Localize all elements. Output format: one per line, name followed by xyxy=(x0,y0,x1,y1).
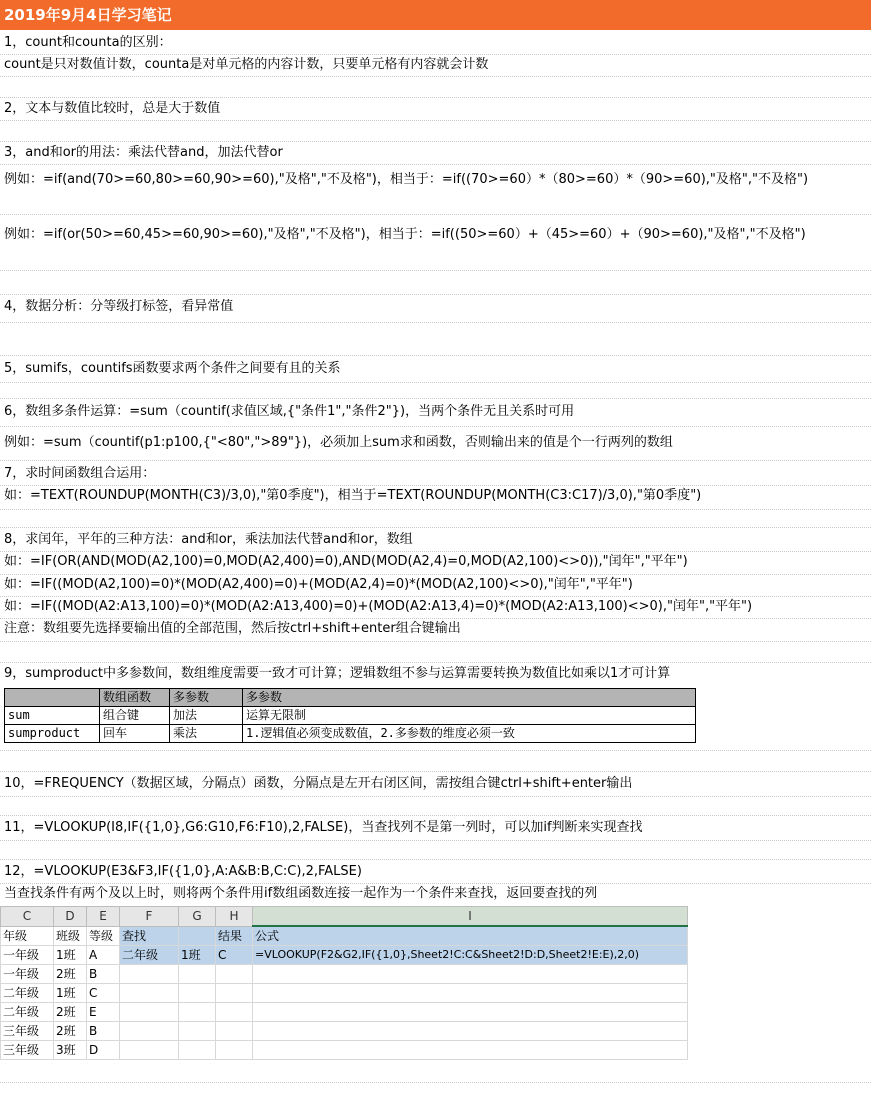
table-cell: 加法 xyxy=(170,707,243,725)
row-divider xyxy=(0,796,871,797)
grid-cell[interactable]: 等级 xyxy=(87,926,120,946)
row-divider xyxy=(0,750,871,751)
grid-cell[interactable] xyxy=(216,965,253,984)
note-line: 6，数组多条件运算：=sum（countif(求值区域,{"条件1","条件2"})，当两个条件无且关系时可用 xyxy=(4,404,575,419)
table-row xyxy=(1,926,688,946)
table-row xyxy=(1,946,688,965)
table-cell: sumproduct xyxy=(5,725,100,743)
note-line: count是只对数值计数，counta是对单元格的内容计数，只要单元格有内容就会计数 xyxy=(4,57,489,72)
row-divider xyxy=(0,76,871,77)
note-line: 8，求闰年，平年的三种方法：and和or，乘法加法代替and和or，数组 xyxy=(4,532,413,547)
row-divider xyxy=(0,1082,871,1083)
grid-cell[interactable]: 查找 xyxy=(120,926,179,946)
comparison-table xyxy=(4,688,696,743)
grid-cell[interactable]: 一年级 xyxy=(1,946,54,965)
grid-cell[interactable] xyxy=(179,1003,216,1022)
grid-cell[interactable]: 2班 xyxy=(54,1003,87,1022)
note-line: 12，=VLOOKUP(E3&F3,IF({1,0},A:A&B:B,C:C),2,FALSE) xyxy=(4,864,362,879)
row-divider xyxy=(0,662,871,663)
grid-cell[interactable]: 结果 xyxy=(216,926,253,946)
grid-cell[interactable]: 2班 xyxy=(54,1022,87,1041)
page-title: 2019年9月4日学习笔记 xyxy=(0,0,871,30)
grid-cell[interactable]: 1班 xyxy=(54,946,87,965)
note-line: 如：=IF((MOD(A2,100)=0)*(MOD(A2,400)=0)+(MOD(A2,4)=0)*(MOD(A2,100)<>0),"闰年","平年") xyxy=(4,577,633,592)
row-divider xyxy=(0,141,871,142)
row-divider xyxy=(0,355,871,356)
grid-cell[interactable]: 一年级 xyxy=(1,965,54,984)
grid-cell[interactable] xyxy=(120,1003,179,1022)
grid-cell[interactable] xyxy=(216,1022,253,1041)
table-header-cell xyxy=(5,689,100,707)
formula-cell[interactable]: =VLOOKUP(F2&G2,IF({1,0},Sheet2!C:C&Sheet2!D:D,Sheet2!E:E),2,0) xyxy=(253,946,688,965)
grid-cell[interactable]: 3班 xyxy=(54,1041,87,1060)
row-divider xyxy=(0,294,871,295)
row-divider xyxy=(0,509,871,510)
table-cell: 组合键 xyxy=(100,707,170,725)
grid-cell[interactable]: A xyxy=(87,946,120,965)
grid-cell[interactable] xyxy=(179,1041,216,1060)
grid-cell[interactable]: D xyxy=(87,1041,120,1060)
grid-cell[interactable]: E xyxy=(87,1003,120,1022)
grid-cell[interactable]: 二年级 xyxy=(120,946,179,965)
grid-cell[interactable]: B xyxy=(87,1022,120,1041)
table-row xyxy=(5,707,696,725)
table-cell: 运算无限制 xyxy=(243,707,696,725)
spreadsheet-grid xyxy=(0,906,688,1060)
grid-cell[interactable] xyxy=(253,984,688,1003)
grid-cell[interactable] xyxy=(216,984,253,1003)
note-line: 10，=FREQUENCY（数据区域，分隔点）函数，分隔点是左开右闭区间，需按组合键ctrl+shift+enter输出 xyxy=(4,776,633,791)
table-row xyxy=(1,1003,688,1022)
row-divider xyxy=(0,398,871,399)
row-divider xyxy=(0,426,871,427)
grid-cell[interactable]: 二年级 xyxy=(1,1003,54,1022)
note-line: 例如：=if(or(50>=60,45>=60,90>=60),"及格","不及格")，相当于：=if((50>=60）+（45>=60）+（90>=60),"及格","不及格") xyxy=(4,227,806,242)
row-divider xyxy=(0,270,871,271)
note-line: 例如：=sum（countif(p1:p100,{"<80",">89"})，必须加上sum求和函数，否则输出来的值是个一行两列的数组 xyxy=(4,435,673,450)
note-line: 5，sumifs，countifs函数要求两个条件之间要有且的关系 xyxy=(4,361,341,376)
table-header-cell: 数组函数 xyxy=(100,689,170,707)
column-header-f[interactable]: F xyxy=(120,907,179,927)
grid-cell[interactable]: 1班 xyxy=(54,984,87,1003)
note-line: 2，文本与数值比较时，总是大于数值 xyxy=(4,101,221,116)
grid-cell[interactable]: 2班 xyxy=(54,965,87,984)
row-divider xyxy=(0,97,871,98)
row-divider xyxy=(0,120,871,121)
table-row xyxy=(1,984,688,1003)
column-header-d[interactable]: D xyxy=(54,907,87,927)
grid-cell[interactable] xyxy=(253,1041,688,1060)
table-row xyxy=(1,965,688,984)
column-header-h[interactable]: H xyxy=(216,907,253,927)
grid-cell[interactable]: 二年级 xyxy=(1,984,54,1003)
grid-cell[interactable] xyxy=(216,1041,253,1060)
row-divider xyxy=(0,382,871,383)
table-cell: 乘法 xyxy=(170,725,243,743)
row-divider xyxy=(0,164,871,165)
row-divider xyxy=(0,641,871,642)
note-line: 7，求时间函数组合运用： xyxy=(4,466,156,481)
column-header-c[interactable]: C xyxy=(1,907,54,927)
note-line: 例如：=if(and(70>=60,80>=60,90>=60),"及格","不及格")，相当于：=if((70>=60）*（80>=60）*（90>=60),"及格","不及格") xyxy=(4,172,809,187)
row-divider xyxy=(0,859,871,860)
grid-cell[interactable] xyxy=(120,1041,179,1060)
table-header-row xyxy=(5,689,696,707)
column-header-e[interactable]: E xyxy=(87,907,120,927)
grid-cell[interactable]: 公式 xyxy=(253,926,688,946)
note-line: 4，数据分析：分等级打标签，看异常值 xyxy=(4,299,234,314)
table-header-cell: 多参数 xyxy=(170,689,243,707)
row-divider xyxy=(0,322,871,323)
table-cell: 回车 xyxy=(100,725,170,743)
grid-cell[interactable] xyxy=(120,965,179,984)
table-row xyxy=(1,1022,688,1041)
table-cell: 1.逻辑值必须变成数值，2.多参数的维度必须一致 xyxy=(243,725,696,743)
note-line: 1，count和counta的区别： xyxy=(4,35,172,50)
note-line: 3，and和or的用法：乘法代替and，加法代替or xyxy=(4,145,283,160)
table-header-cell: 多参数 xyxy=(243,689,696,707)
grid-cell[interactable] xyxy=(120,1022,179,1041)
row-divider xyxy=(0,527,871,528)
grid-cell[interactable] xyxy=(253,965,688,984)
row-divider xyxy=(0,840,871,841)
grid-cell[interactable] xyxy=(179,1022,216,1041)
grid-cell[interactable] xyxy=(120,984,179,1003)
table-row xyxy=(5,725,696,743)
row-divider xyxy=(0,214,871,215)
grid-cell[interactable]: C xyxy=(216,946,253,965)
table-cell: sum xyxy=(5,707,100,725)
column-header-i[interactable]: I xyxy=(253,907,688,927)
note-line: 注意：数组要先选择要输出值的全部范围，然后按ctrl+shift+enter组合键输出 xyxy=(4,621,461,636)
grid-cell[interactable] xyxy=(179,926,216,946)
row-divider xyxy=(0,815,871,816)
grid-cell[interactable]: C xyxy=(87,984,120,1003)
row-divider xyxy=(0,771,871,772)
table-row xyxy=(1,1041,688,1060)
note-line: 如：=IF(OR(AND(MOD(A2,100)=0,MOD(A2,400)=0),AND(MOD(A2,4)=0,MOD(A2,100)<>0)),"闰年","平年") xyxy=(4,554,688,569)
column-header-g[interactable]: G xyxy=(179,907,216,927)
row-divider xyxy=(0,460,871,461)
grid-cell[interactable]: 年级 xyxy=(1,926,54,946)
grid-cell[interactable] xyxy=(179,965,216,984)
note-line: 当查找条件有两个及以上时，则将两个条件用if数组函数连接一起作为一个条件来查找，返回要查找的列 xyxy=(4,886,598,901)
note-line: 如：=IF((MOD(A2:A13,100)=0)*(MOD(A2:A13,400)=0)+(MOD(A2:A13,4)=0)*(MOD(A2:A13,100)<>0),"闰年","平年") xyxy=(4,599,753,614)
grid-cell[interactable] xyxy=(253,1003,688,1022)
grid-cell[interactable] xyxy=(179,984,216,1003)
note-line: 如：=TEXT(ROUNDUP(MONTH(C3)/3,0),"第0季度")，相当于=TEXT(ROUNDUP(MONTH(C3:C17)/3,0),"第0季度") xyxy=(4,488,702,503)
column-header-row xyxy=(1,907,688,927)
grid-cell[interactable] xyxy=(216,1003,253,1022)
grid-cell[interactable] xyxy=(253,1022,688,1041)
grid-cell[interactable]: 1班 xyxy=(179,946,216,965)
grid-cell[interactable]: 三年级 xyxy=(1,1022,54,1041)
grid-cell[interactable]: B xyxy=(87,965,120,984)
note-line: 11，=VLOOKUP(I8,IF({1,0},G6:G10,F6:F10),2,FALSE)，当查找列不是第一列时，可以加if判断来实现查找 xyxy=(4,820,643,835)
grid-cell[interactable]: 班级 xyxy=(54,926,87,946)
note-line: 9，sumproduct中多参数间，数组维度需要一致才可计算；逻辑数组不参与运算需要转换为数值比如乘以1才可计算 xyxy=(4,666,671,681)
grid-cell[interactable]: 三年级 xyxy=(1,1041,54,1060)
